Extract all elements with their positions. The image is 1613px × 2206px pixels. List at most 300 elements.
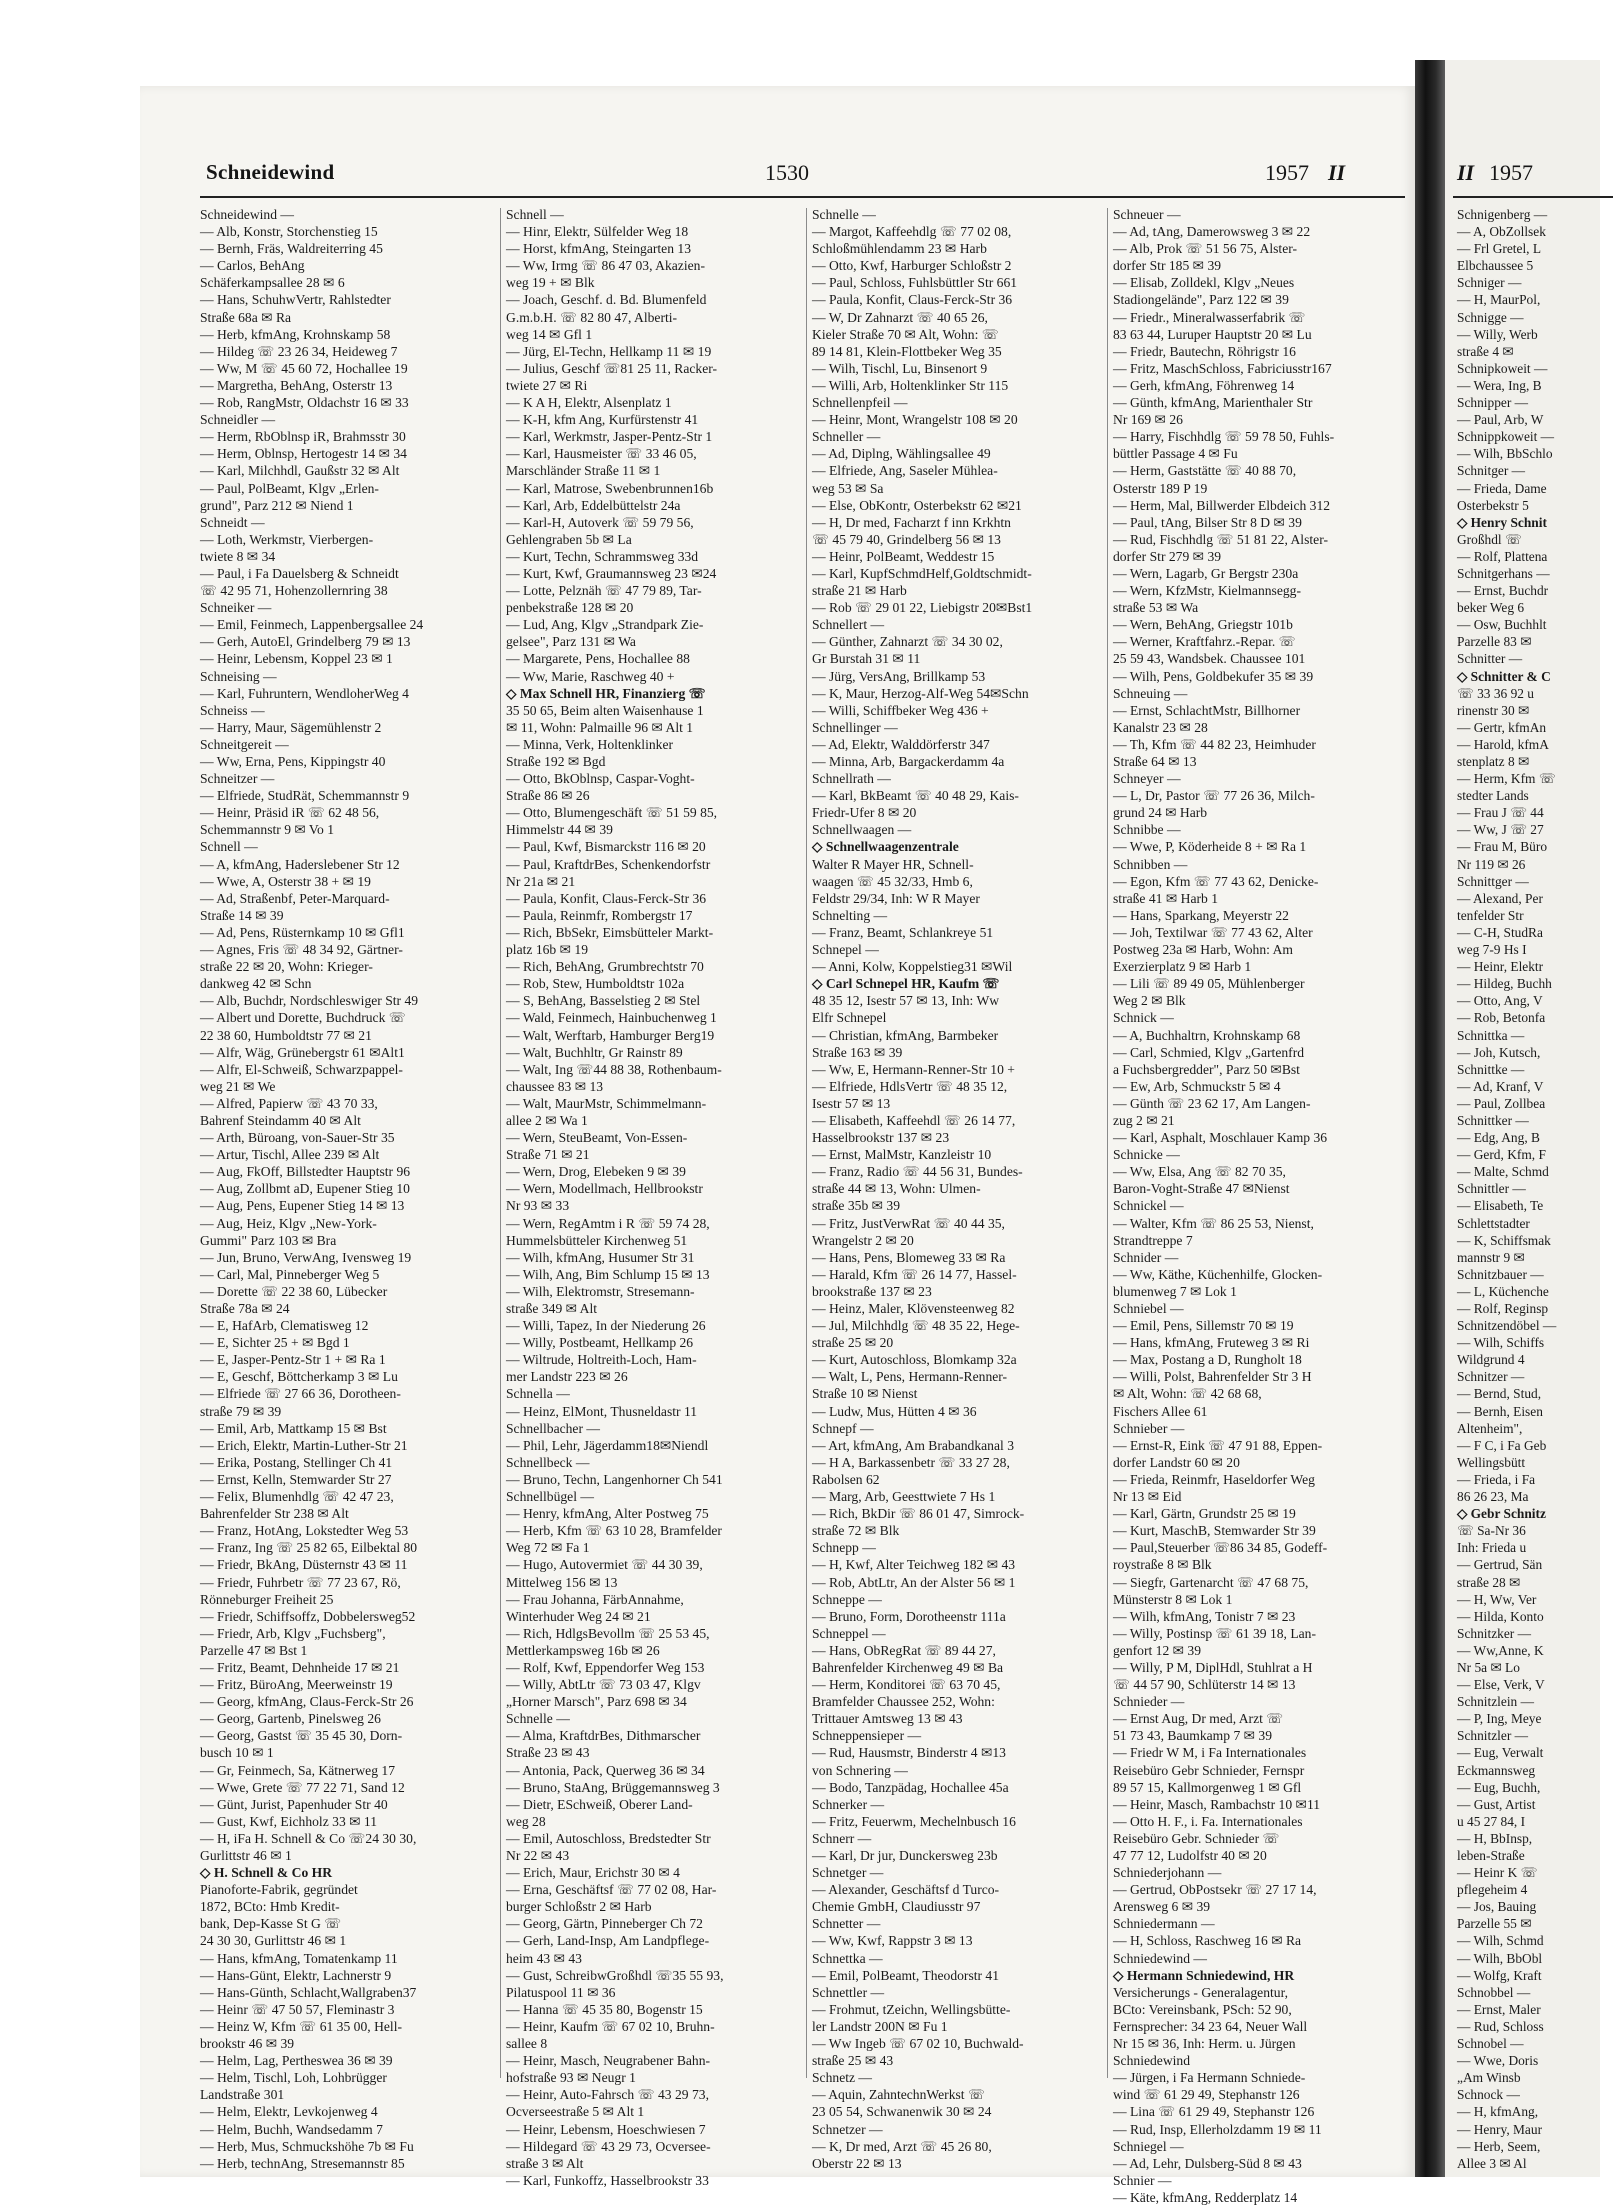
- directory-entry-line: — Aug, FkOff, Billstedter Hauptstr 96: [200, 1164, 411, 1180]
- directory-entry-line: — Helm, Lag, Pertheswea 36 ✉ 39: [200, 2053, 393, 2069]
- directory-entry-line: Schnellenpfeil —: [812, 395, 908, 411]
- directory-entry-line: Weg 72 ✉ Fa 1: [506, 1540, 590, 1556]
- directory-entry-line: — Marg, Arb, Geesttwiete 7 Hs 1: [812, 1489, 996, 1505]
- directory-entry-line: Trittauer Amtsweg 13 ✉ 43: [812, 1711, 963, 1727]
- directory-entry-line: — Rob, Stew, Humboldtstr 102a: [506, 976, 685, 992]
- directory-entry-line: Bahrenf Steindamm 40 ✉ Alt: [200, 1112, 361, 1128]
- directory-entry-line: twiete 8 ✉ 34: [200, 548, 276, 564]
- directory-entry-line: — Frohmut, tZeichn, Wellingsbütte-: [812, 2001, 1011, 2017]
- directory-entry-line: — Heinz, ElMont, Thusneldastr 11: [506, 1403, 698, 1419]
- directory-entry-line: — Wiltrude, Holtreith-Loch, Ham-: [506, 1352, 697, 1368]
- directory-entry-line: — Günth, kfmAng, Marienthaler Str: [1113, 395, 1313, 411]
- directory-entry-line: Nr 21a ✉ 21: [506, 873, 576, 889]
- directory-entry-line: — A, kfmAng, Haderslebener Str 12: [200, 856, 400, 872]
- directory-entry-line: — Heinr, PolBeamt, Weddestr 15: [812, 548, 995, 564]
- directory-entry-line: 86 26 23, Ma: [1457, 1489, 1529, 1505]
- directory-entry-line: — Ernst, Kelln, Stemwarder Str 27: [200, 1471, 392, 1487]
- directory-entry-line: ◇ Hermann Schniedewind, HR: [1113, 1967, 1295, 1983]
- next-page-year: 1957: [1489, 160, 1533, 185]
- directory-entry-line: 89 14 81, Klein-Flottbeker Weg 35: [812, 343, 1002, 359]
- directory-entry-line: — Ww, Marie, Raschweg 40 +: [506, 668, 675, 684]
- directory-entry-line: — Gerh, AutoEl, Grindelberg 79 ✉ 13: [200, 634, 411, 650]
- directory-entry-line: G.m.b.H. ☏ 82 80 47, Alberti-: [506, 309, 678, 325]
- directory-entry-line: büttler Passage 4 ✉ Fu: [1113, 446, 1238, 462]
- directory-entry-line: — Fritz, Feuerwm, Mechelnbusch 16: [812, 1813, 1016, 1829]
- directory-entry-line: Gr Burstah 31 ✉ 11: [812, 651, 921, 667]
- directory-entry-line: straße 41 ✉ Harb 1: [1113, 890, 1219, 906]
- directory-entry-line: Schneppensieper —: [812, 1728, 922, 1744]
- directory-entry-line: — Werner, Kraftfahrz.-Repar. ☏: [1113, 634, 1296, 650]
- directory-entry-line: — Lud, Ang, Klgv „Strandpark Zie-: [506, 617, 704, 633]
- directory-entry-line: — Wwe, P, Köderheide 8 + ✉ Ra 1: [1113, 839, 1307, 855]
- directory-entry-line: Marschländer Straße 11 ✉ 1: [506, 463, 661, 479]
- directory-entry-line: — Fritz, BüroAng, Meerweinstr 19: [200, 1677, 393, 1693]
- directory-entry-line: Straße 68a ✉ Ra: [200, 309, 292, 325]
- directory-entry-line: — Emil, Pens, Sillemstr 70 ✉ 19: [1113, 1318, 1294, 1334]
- directory-entry-line: ◇ Schnellwaagenzentrale: [812, 839, 959, 855]
- directory-entry-line: ✉ Alt, Wohn: ☏ 42 68 68,: [1113, 1386, 1262, 1402]
- directory-entry-line: — Alb, Konstr, Storchenstieg 15: [200, 224, 378, 240]
- directory-entry-line: — Friedr, Bautechn, Röhrigstr 16: [1113, 343, 1296, 359]
- directory-entry-line: — Wern, KfzMstr, Kielmannsegg-: [1113, 583, 1302, 599]
- directory-entry-line: Gurlittstr 46 ✉ 1: [200, 1848, 292, 1863]
- directory-column-1: [200, 206, 495, 2171]
- directory-entry-line: — Friedr, Arb, Klgv „Fuchsberg",: [200, 1625, 386, 1641]
- directory-entry-line: — Loth, Werkmstr, Vierbergen-: [200, 531, 374, 547]
- directory-entry-line: straße 25 ✉ 20: [812, 1335, 894, 1351]
- directory-entry-line: — Ww, Irmg ☏ 86 47 03, Akazien-: [506, 258, 705, 274]
- directory-entry-line: Pianoforte-Fabrik, gegründet: [200, 1882, 358, 1898]
- directory-entry-line: — H, Ww, Ver: [1457, 1591, 1537, 1607]
- directory-entry-line: — H, Dr med, Facharzt f inn Krkhtn: [812, 514, 1011, 530]
- directory-entry-line: — Ww,Anne, K: [1457, 1642, 1544, 1658]
- directory-entry-line: — Ww, Kwf, Rappstr 3 ✉ 13: [812, 1933, 973, 1949]
- directory-entry-line: Münsterstr 8 ✉ Lok 1: [1113, 1591, 1233, 1607]
- directory-entry-line: Wrangelstr 2 ✉ 20: [812, 1232, 914, 1248]
- directory-entry-line: dankweg 42 ✉ Schn: [200, 976, 312, 992]
- directory-entry-line: — Herb, Mus, Schmuckshöhe 7b ✉ Fu: [200, 2138, 414, 2154]
- directory-entry-line: — Jun, Bruno, VerwAng, Ivensweg 19: [200, 1249, 412, 1265]
- directory-entry-line: — Heinr, Mont, Wrangelstr 108 ✉ 20: [812, 412, 1018, 428]
- directory-entry-line: 22 38 60, Humboldtstr 77 ✉ 21: [200, 1027, 372, 1043]
- directory-entry-line: — Heinr, Präsid iR ☏ 62 48 56,: [200, 805, 380, 821]
- directory-entry-line: Parzelle 47 ✉ Bst 1: [200, 1642, 308, 1658]
- directory-entry-line: waagen ☏ 45 32/33, Hmb 6,: [812, 873, 973, 889]
- directory-entry-line: — Rud, Hausmstr, Binderstr 4 ✉13: [812, 1745, 1006, 1761]
- directory-entry-line: — Carl, Mal, Pinneberger Weg 5: [200, 1266, 380, 1282]
- directory-entry-line: — Wwe, Grete ☏ 77 22 71, Sand 12: [200, 1779, 405, 1795]
- directory-entry-line: — Carlos, BehAng: [200, 258, 305, 274]
- directory-entry-line: Schnittke —: [1457, 1061, 1525, 1077]
- directory-entry-line: — Wilh, Schmd: [1457, 1933, 1544, 1949]
- directory-entry-line: Schnibbe —: [1113, 822, 1181, 838]
- directory-entry-line: — H A, Barkassenbetr ☏ 33 27 28,: [812, 1454, 1010, 1470]
- directory-entry-line: Schneidt —: [200, 514, 265, 530]
- directory-entry-line: — Karl, KupfSchmdHelf,Goldtschmidt-: [812, 565, 1032, 581]
- directory-entry-line: Wellingsbütt: [1457, 1454, 1526, 1470]
- directory-column-2: [506, 206, 801, 2188]
- directory-entry-line: dorfer Landstr 60 ✉ 20: [1113, 1454, 1240, 1470]
- directory-entry-line: — Jürg, VersAng, Brillkamp 53: [812, 668, 986, 684]
- directory-entry-line: — Ad, Elektr, Walddörferstr 347: [812, 736, 990, 752]
- directory-entry-line: — C-H, StudRa: [1457, 924, 1543, 940]
- directory-entry-line: — Aug, Pens, Eupener Stieg 14 ✉ 13: [200, 1198, 405, 1214]
- directory-entry-line: — S, BehAng, Basselstieg 2 ✉ Stel: [506, 993, 701, 1009]
- directory-entry-line: — Herm, RbOblnsp iR, Brahmsstr 30: [200, 429, 406, 445]
- directory-entry-line: — Walt, Ing ☏44 88 38, Rothenbaum-: [506, 1061, 722, 1077]
- directory-entry-line: — Günth ☏ 23 62 17, Am Langen-: [1113, 1095, 1311, 1111]
- directory-entry-line: — Wern, SteuBeamt, Von-Essen-: [506, 1130, 688, 1146]
- book-gutter: [1415, 60, 1445, 2177]
- directory-entry-line: Nr 13 ✉ Eid: [1113, 1489, 1182, 1505]
- directory-entry-line: Schnitzker —: [1457, 1625, 1532, 1641]
- directory-entry-line: ◇ Carl Schnepel HR, Kaufm ☏: [812, 976, 1000, 992]
- directory-entry-line: ✉ 11, Wohn: Palmaille 96 ✉ Alt 1: [506, 719, 694, 735]
- directory-entry-line: — Elfriede, HdlsVertr ☏ 48 35 12,: [812, 1078, 1008, 1094]
- directory-entry-line: — Willy, AbtLtr ☏ 73 03 47, Klgv: [506, 1677, 701, 1693]
- directory-entry-line: — Georg, Gärtn, Pinneberger Ch 72: [506, 1916, 703, 1932]
- directory-entry-line: dorfer Str 279 ✉ 39: [1113, 548, 1222, 564]
- directory-entry-line: — Bernh, Eisen: [1457, 1403, 1543, 1419]
- directory-entry-line: Ocverseestraße 5 ✉ Alt 1: [506, 2104, 645, 2120]
- directory-entry-line: Schnittker —: [1457, 1112, 1529, 1128]
- directory-entry-line: Oberstr 22 ✉ 13: [812, 2155, 902, 2171]
- directory-entry-line: Schneiss —: [200, 702, 265, 718]
- directory-entry-line: — Bruno, Techn, Langenhorner Ch 541: [506, 1471, 723, 1487]
- directory-entry-line: grund", Parz 212 ✉ Niend 1: [200, 497, 354, 513]
- directory-entry-line: chaussee 83 ✉ 13: [506, 1078, 604, 1094]
- directory-entry-line: — Elfriede ☏ 27 66 36, Dorotheen-: [200, 1386, 401, 1402]
- directory-entry-line: Eckmannsweg: [1457, 1762, 1536, 1778]
- directory-entry-line: BCto: Vereinsbank, PSch: 52 90,: [1113, 2001, 1292, 2017]
- directory-entry-line: — Herm, Gaststätte ☏ 40 88 70,: [1113, 463, 1297, 479]
- directory-entry-line: Schloßmühlendamm 23 ✉ Harb: [812, 241, 987, 257]
- directory-entry-line: ☏ 44 57 90, Schlüterstr 14 ✉ 13: [1113, 1677, 1296, 1693]
- directory-entry-line: „Horner Marsch", Parz 698 ✉ 34: [506, 1694, 687, 1710]
- directory-entry-line: — Horst, kfmAng, Steingarten 13: [506, 241, 692, 257]
- directory-entry-line: — Frl Gretel, L: [1457, 241, 1542, 257]
- directory-entry-line: hofstraße 93 ✉ Neugr 1: [506, 2070, 636, 2086]
- directory-entry-line: — Karl-H, Autoverk ☏ 59 79 56,: [506, 514, 694, 530]
- directory-entry-line: straße 79 ✉ 39: [200, 1403, 282, 1419]
- directory-entry-line: — Karl, Dr jur, Dunckersweg 23b: [812, 1848, 998, 1863]
- directory-entry-line: Schnock —: [1457, 2087, 1520, 2103]
- directory-entry-line: — Elisabeth, Kaffeehdl ☏ 26 14 77,: [812, 1112, 1016, 1128]
- directory-entry-line: — Paul, Zollbea: [1457, 1095, 1546, 1111]
- directory-entry-line: — Karl, BkBeamt ☏ 40 48 29, Kais-: [812, 788, 1019, 804]
- page-number: 1530: [765, 160, 809, 185]
- directory-entry-line: Schnell —: [200, 839, 258, 855]
- directory-entry-line: — Wilh, BbSchlo: [1457, 446, 1553, 462]
- directory-entry-line: rinenstr 30 ✉: [1457, 702, 1530, 718]
- directory-entry-line: — Alfr, El-Schweiß, Schwarzpappel-: [200, 1061, 403, 1077]
- directory-entry-line: — Friedr., Mineralwasserfabrik ☏: [1113, 309, 1306, 325]
- directory-entry-line: — Helm, Buchh, Wandsedamm 7: [200, 2121, 383, 2137]
- directory-entry-line: — K A H, Elektr, Alsenplatz 1: [506, 395, 672, 411]
- directory-entry-line: — Ww, Elsa, Ang ☏ 82 70 35,: [1113, 1164, 1286, 1180]
- directory-entry-line: Schnellbügel —: [506, 1489, 594, 1505]
- directory-entry-line: ◇ H. Schnell & Co HR: [200, 1865, 333, 1881]
- directory-entry-line: ☏ Sa-Nr 36: [1457, 1523, 1526, 1539]
- directory-entry-line: — H, BbInsp,: [1457, 1830, 1533, 1846]
- directory-entry-line: Schneitzer —: [200, 771, 275, 787]
- directory-entry-line: Schniederjohann —: [1113, 1865, 1222, 1881]
- directory-entry-line: — Ernst, SchlachtMstr, Billhorner: [1113, 702, 1301, 718]
- directory-entry-line: ☏ 45 79 40, Grindelberg 56 ✉ 13: [812, 531, 1001, 547]
- directory-entry-line: — Frau M, Büro: [1457, 839, 1548, 855]
- directory-entry-line: Stadiongelände", Parz 122 ✉ 39: [1113, 292, 1289, 308]
- directory-entry-line: — Erika, Postang, Stellinger Ch 41: [200, 1454, 393, 1470]
- directory-entry-line: — Rud, Insp, Ellerholzdamm 19 ✉ 11: [1113, 2121, 1322, 2137]
- directory-entry-line: — Hans, kfmAng, Fruteweg 3 ✉ Ri: [1113, 1335, 1310, 1351]
- directory-entry-line: — Paul, i Fa Dauelsberg & Schneidt: [200, 565, 399, 581]
- directory-entry-line: pflegeheim 4: [1457, 1882, 1528, 1898]
- directory-entry-line: stenplatz 8 ✉: [1457, 754, 1530, 769]
- directory-entry-line: — Karl, Funkoffz, Hasselbrookstr 33: [506, 2172, 709, 2188]
- directory-entry-line: — Jürgen, i Fa Hermann Schniede-: [1113, 2070, 1306, 2086]
- directory-entry-line: Schnittger —: [1457, 873, 1529, 889]
- directory-entry-line: Straße 78a ✉ 24: [200, 1301, 290, 1316]
- directory-entry-line: — Joh, Kutsch,: [1457, 1044, 1541, 1060]
- directory-entry-line: Bramfelder Chaussee 252, Wohn:: [812, 1694, 995, 1710]
- directory-entry-line: — Ww, M ☏ 45 60 72, Hochallee 19: [200, 360, 408, 376]
- directory-entry-line: — Herm, Mal, Billwerder Elbdeich 312: [1113, 497, 1331, 513]
- directory-entry-line: Schnick —: [1113, 1010, 1174, 1026]
- directory-entry-line: — Willy, Werb: [1457, 326, 1538, 342]
- directory-entry-line: Schnetger —: [812, 1865, 884, 1881]
- directory-entry-line: — Otto, Ang, V: [1457, 993, 1543, 1009]
- directory-entry-line: tenfelder Str: [1457, 907, 1524, 923]
- directory-entry-line: weg 14 ✉ Gfl 1: [506, 326, 593, 342]
- directory-entry-line: mer Landstr 223 ✉ 26: [506, 1369, 628, 1385]
- directory-entry-line: — Ww, Erna, Pens, Kippingstr 40: [200, 754, 386, 769]
- directory-entry-line: Nr 15 ✉ 36, Inh: Herm. u. Jürgen: [1113, 2036, 1296, 2052]
- directory-entry-line: Straße 71 ✉ 21: [506, 1147, 590, 1163]
- directory-entry-line: weg 7-9 Hs I: [1457, 942, 1527, 958]
- directory-entry-line: — Karl, Matrose, Swebenbrunnen16b: [506, 480, 714, 496]
- directory-entry-line: Straße 10 ✉ Nienst: [812, 1386, 918, 1402]
- column-divider: [806, 208, 807, 2078]
- directory-entry-line: — Hilda, Konto: [1457, 1608, 1544, 1624]
- directory-entry-line: Straße 23 ✉ 43: [506, 1745, 590, 1761]
- directory-entry-line: — Heinr, Kaufm ☏ 67 02 10, Bruhn-: [506, 2018, 715, 2034]
- directory-entry-line: — Harold, kfmA: [1457, 736, 1549, 752]
- directory-entry-line: — Hanna ☏ 45 35 80, Bogenstr 15: [506, 2001, 703, 2017]
- directory-entry-line: weg 28: [506, 1813, 546, 1829]
- directory-entry-line: Gummi" Parz 103 ✉ Bra: [200, 1232, 337, 1248]
- directory-entry-line: — Gertrud, ObPostsekr ☏ 27 17 14,: [1113, 1882, 1317, 1898]
- directory-entry-line: — Paul, PolBeamt, Klgv „Erlen-: [200, 480, 379, 496]
- directory-entry-line: Schnibben —: [1113, 856, 1188, 872]
- directory-entry-line: — Hinr, Elektr, Sülfelder Weg 18: [506, 224, 689, 240]
- directory-entry-line: Nr 169 ✉ 26: [1113, 412, 1183, 428]
- directory-entry-line: — Lina ☏ 61 29 49, Stephanstr 126: [1113, 2104, 1315, 2120]
- directory-entry-line: Schnepf —: [812, 1420, 874, 1436]
- directory-entry-line: Schnieder —: [1113, 1694, 1185, 1710]
- directory-entry-line: — Wern, Modellmach, Hellbrookstr: [506, 1181, 703, 1197]
- directory-entry-line: — Margot, Kaffeehdlg ☏ 77 02 08,: [812, 224, 1012, 240]
- directory-entry-line: genfort 12 ✉ 39: [1113, 1642, 1202, 1658]
- directory-entry-line: u 45 27 84, I: [1457, 1813, 1526, 1829]
- directory-entry-line: — Wilh, Tischl, Lu, Binsenort 9: [812, 360, 988, 376]
- directory-entry-line: — H, iFa H. Schnell & Co ☏24 30 30,: [200, 1830, 417, 1846]
- directory-entry-line: — Herb, kfmAng, Krohnskamp 58: [200, 326, 391, 342]
- directory-entry-line: Schniebel —: [1113, 1301, 1184, 1316]
- directory-entry-line: — Paula, Konfit, Claus-Ferck-Str 36: [506, 890, 707, 906]
- directory-entry-line: — Minna, Arb, Bargackerdamm 4a: [812, 754, 1005, 769]
- directory-entry-line: Osterbekstr 5: [1457, 497, 1529, 513]
- directory-entry-line: — Ww Ingeb ☏ 67 02 10, Buchwald-: [812, 2036, 1024, 2052]
- directory-entry-line: Parzelle 83 ✉: [1457, 634, 1532, 650]
- directory-entry-line: — Minna, Verk, Holtenklinker: [506, 736, 674, 752]
- directory-entry-line: Schnetz —: [812, 2070, 873, 2086]
- directory-entry-line: 23 05 54, Schwanenwik 30 ✉ 24: [812, 2104, 992, 2120]
- directory-entry-line: — Wilh, Ang, Bim Schlump 15 ✉ 13: [506, 1266, 710, 1282]
- directory-entry-line: — Joach, Geschf. d. Bd. Blumenfeld: [506, 292, 707, 308]
- directory-entry-line: — Heinr ☏ 47 50 57, Fleminastr 3: [200, 2001, 395, 2017]
- directory-entry-line: — Alexander, Geschäftsf d Turco-: [812, 1882, 1000, 1898]
- directory-entry-line: — Friedr, Schiffsoffz, Dobbelersweg52: [200, 1608, 416, 1624]
- directory-entry-line: straße 4 ✉: [1457, 343, 1514, 359]
- directory-entry-line: — Rud, Schloss: [1457, 2018, 1544, 2034]
- directory-entry-line: — Harald, Kfm ☏ 26 14 77, Hassel-: [812, 1266, 1017, 1282]
- directory-entry-line: Schlettstadter: [1457, 1215, 1530, 1231]
- directory-entry-line: — Albert und Dorette, Buchdruck ☏: [200, 1010, 406, 1026]
- directory-entry-line: — Hugo, Autovermiet ☏ 44 30 39,: [506, 1557, 703, 1573]
- directory-entry-line: — Otto, Kwf, Harburger Schloßstr 2: [812, 258, 1012, 274]
- directory-entry-line: — Fritz, MaschSchloss, Fabriciusstr167: [1113, 360, 1332, 376]
- directory-entry-line: Schniedermann —: [1113, 1916, 1215, 1932]
- directory-entry-line: Schnitzbauer —: [1457, 1266, 1544, 1282]
- directory-entry-line: — Dietr, ESchweiß, Oberer Land-: [506, 1796, 693, 1812]
- directory-entry-line: platz 16b ✉ 19: [506, 942, 588, 958]
- directory-entry-line: Schnellwaagen —: [812, 822, 912, 838]
- directory-entry-line: — Malte, Schmd: [1457, 1164, 1549, 1180]
- directory-entry-line: — Willi, Arb, Holtenklinker Str 115: [812, 377, 1009, 393]
- header-rule: [200, 196, 1405, 198]
- directory-entry-line: — Walt, Buchhltr, Gr Rainstr 89: [506, 1044, 683, 1060]
- directory-entry-line: Schnettka —: [812, 1950, 883, 1966]
- directory-entry-line: — Ad, Lehr, Dulsberg-Süd 8 ✉ 43: [1113, 2155, 1302, 2171]
- directory-entry-line: — Erna, Geschäftsf ☏ 77 02 08, Har-: [506, 1882, 717, 1898]
- volume-label: II: [1328, 160, 1346, 185]
- directory-entry-line: weg 53 ✉ Sa: [812, 480, 884, 496]
- directory-entry-line: — Paul, Schloss, Fuhlsbüttler Str 661: [812, 275, 1018, 291]
- directory-entry-line: — Paula, Reinmfr, Rombergstr 17: [506, 907, 693, 923]
- directory-entry-line: — Dorette ☏ 22 38 60, Lübecker: [200, 1283, 388, 1299]
- directory-entry-line: Straße 192 ✉ Bgd: [506, 754, 606, 769]
- directory-entry-line: — Else, ObKontr, Osterbekstr 62 ✉21: [812, 497, 1022, 513]
- directory-entry-line: — Heinr, Elektr: [1457, 959, 1544, 975]
- directory-entry-line: — Wilh, BbObl: [1457, 1950, 1543, 1966]
- directory-entry-line: Straße 163 ✉ 39: [812, 1044, 903, 1060]
- directory-entry-line: — Edg, Ang, B: [1457, 1130, 1540, 1146]
- directory-entry-line: — Otto H. F., i. Fa. Internationales: [1113, 1813, 1303, 1829]
- directory-entry-line: 35 50 65, Beim alten Waisenhause 1: [506, 702, 704, 718]
- directory-entry-line: — Franz, Radio ☏ 44 56 31, Bundes-: [812, 1164, 1023, 1180]
- directory-entry-line: Fernsprecher: 34 23 64, Neuer Wall: [1113, 2018, 1308, 2034]
- directory-entry-line: — Karl, Milchhdl, Gaußstr 32 ✉ Alt: [200, 463, 400, 479]
- directory-entry-line: — Aug, Heiz, Klgv „New-York-: [200, 1215, 377, 1231]
- directory-entry-line: Schnier —: [1113, 2172, 1172, 2188]
- directory-entry-line: Schnobbel —: [1457, 1984, 1531, 2000]
- directory-entry-line: von Schnering —: [812, 1762, 908, 1778]
- directory-entry-line: Schnellbacher —: [506, 1420, 600, 1436]
- directory-entry-line: — Alma, KraftdrBes, Dithmarscher: [506, 1728, 701, 1744]
- directory-entry-line: — Ww, J ☏ 27: [1457, 822, 1544, 838]
- directory-entry-line: Walter R Mayer HR, Schnell-: [812, 856, 974, 872]
- directory-entry-line: — Else, Verk, V: [1457, 1677, 1545, 1693]
- directory-entry-line: a Fuchsbergredder", Parz 50 ✉Bst: [1113, 1061, 1300, 1077]
- directory-column-4: [1113, 206, 1405, 2205]
- directory-entry-line: — Emil, Arb, Mattkamp 15 ✉ Bst: [200, 1420, 387, 1436]
- directory-entry-line: Schnitter —: [1457, 651, 1523, 667]
- directory-entry-line: — Gertrud, Sän: [1457, 1557, 1543, 1573]
- directory-entry-line: — Frau J ☏ 44: [1457, 805, 1544, 821]
- directory-entry-line: Mittelweg 156 ✉ 13: [506, 1574, 618, 1590]
- directory-entry-line: — Heinr, Lebensm, Koppel 23 ✉ 1: [200, 651, 393, 667]
- directory-entry-line: — Emil, PolBeamt, Theodorstr 41: [812, 1967, 1000, 1983]
- directory-entry-line: — Hans, SchuhwVertr, Rahlstedter: [200, 292, 391, 308]
- directory-entry-line: „Am Winsb: [1457, 2070, 1521, 2086]
- directory-entry-line: — Gertr, kfmAn: [1457, 719, 1547, 735]
- directory-entry-line: straße 72 ✉ Blk: [812, 1523, 900, 1539]
- directory-entry-line: Schniedewind —: [1113, 1950, 1208, 1966]
- directory-entry-line: — Fritz, JustVerwRat ☏ 40 44 35,: [812, 1215, 1005, 1231]
- directory-entry-line: Fischers Allee 61: [1113, 1403, 1208, 1419]
- directory-entry-line: Weg 2 ✉ Blk: [1113, 993, 1186, 1009]
- directory-entry-line: — Ernst, Buchdr: [1457, 583, 1549, 599]
- directory-entry-line: — Karl, Werkmstr, Jasper-Pentz-Str 1: [506, 429, 713, 445]
- directory-entry-line: Nr 93 ✉ 33: [506, 1198, 570, 1214]
- directory-entry-line: leben-Straße: [1457, 1848, 1525, 1863]
- directory-entry-line: Schnipper —: [1457, 395, 1529, 411]
- directory-entry-line: — K, Dr med, Arzt ☏ 45 26 80,: [812, 2138, 992, 2154]
- directory-entry-line: Schnittler —: [1457, 1181, 1526, 1197]
- directory-entry-line: Straße 14 ✉ 39: [200, 907, 284, 923]
- directory-entry-line: — Franz, Ing ☏ 25 82 65, Eilbektal 80: [200, 1540, 418, 1556]
- directory-entry-line: stedter Lands: [1457, 788, 1529, 804]
- directory-entry-line: — Ernst, MalMstr, Kanzleistr 10: [812, 1147, 992, 1163]
- directory-entry-line: — Franz, Beamt, Schlankreye 51: [812, 924, 994, 940]
- directory-entry-line: — Kurt, MaschB, Stemwarder Str 39: [1113, 1523, 1316, 1539]
- directory-entry-line: Schnitzendöbel —: [1457, 1318, 1557, 1334]
- directory-entry-line: — Emil, Autoschloss, Bredstedter Str: [506, 1830, 711, 1846]
- directory-entry-line: — Gr, Feinmech, Sa, Kätnerweg 17: [200, 1762, 396, 1778]
- directory-entry-line: ◇ Gebr Schnitz: [1457, 1506, 1546, 1522]
- directory-entry-line: — Wilh, kfmAng, Tonistr 7 ✉ 23: [1113, 1608, 1296, 1624]
- directory-entry-line: — Wilh, Elektromstr, Stresemann-: [506, 1283, 695, 1299]
- directory-entry-line: — Paul, tAng, Bilser Str 8 D ✉ 39: [1113, 514, 1302, 530]
- directory-entry-line: — Ww, Käthe, Küchenhilfe, Glocken-: [1113, 1266, 1323, 1282]
- directory-entry-line: — Karl, Arb, Eddelbüttelstr 24a: [506, 497, 681, 513]
- directory-entry-line: — Siegfr, Gartenarcht ☏ 47 68 75,: [1113, 1574, 1309, 1590]
- directory-entry-line: — Gust, Kwf, Eichholz 33 ✉ 11: [200, 1813, 378, 1829]
- directory-entry-line: — Wilh, kfmAng, Husumer Str 31: [506, 1249, 695, 1265]
- directory-entry-line: ◇ Henry Schnit: [1457, 514, 1547, 530]
- directory-entry-line: — Hildegard ☏ 43 29 73, Ocversee-: [506, 2138, 711, 2154]
- directory-entry-line: burger Schloßstr 2 ✉ Harb: [506, 1899, 652, 1915]
- year-label: 1957: [1265, 160, 1309, 185]
- directory-entry-line: — Frieda, Reinmfr, Haseldorfer Weg: [1113, 1471, 1315, 1487]
- directory-entry-line: straße 22 ✉ 20, Wohn: Krieger-: [200, 959, 373, 975]
- directory-entry-line: Schnelting —: [812, 907, 888, 923]
- directory-entry-line: — Walter, Kfm ☏ 86 25 53, Nienst,: [1113, 1215, 1314, 1231]
- directory-entry-line: Winterhuder Weg 24 ✉ 21: [506, 1608, 651, 1624]
- directory-entry-line: — Agnes, Fris ☏ 48 34 92, Gärtner-: [200, 942, 403, 958]
- directory-entry-line: Schneiker —: [200, 600, 272, 616]
- directory-entry-line: — Elfriede, Ang, Saseler Mühlea-: [812, 463, 998, 479]
